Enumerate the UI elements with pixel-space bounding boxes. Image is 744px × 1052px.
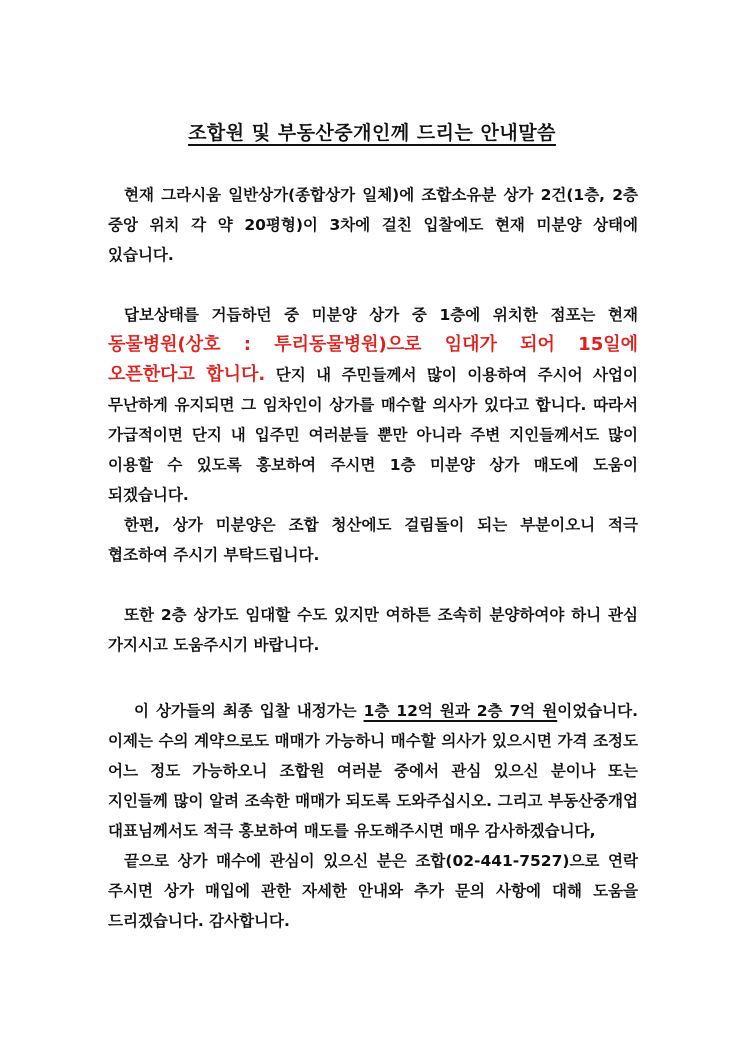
document-title [0, 118, 744, 145]
paragraph-cooperation-request: 한편, 상가 미분양은 조합 청산에도 걸림돌이 되는 부분이오니 적극 협조하여 주시기 부탁드립니다. [108, 516, 638, 564]
paragraph-reserve-price-intro: 이 상가들의 최종 입찰 내정가는 [134, 702, 364, 720]
title-text: 조합원 및 부동산중개인께 드리는 안내말씀 [188, 122, 556, 144]
paragraph-contact-info: 끝으로 상가 매수에 관심이 있으신 분은 조합(02-441-7527)으로 연락 주시면 상가 매입에 관한 자세한 안내와 추가 문의 사항에 대해 도움을 드리겠습니다. 감사합니다. [108, 852, 638, 930]
paragraph-animal-hospital-intro: 답보상태를 거듭하던 중 미분양 상가 중 1층에 위치한 점포는 현재 [124, 306, 638, 324]
paragraph-second-floor: 또한 2층 상가도 임대할 수도 있지만 여하튼 조속히 분양하여야 하니 관심 가지시고 도움주시기 바랍니다. [108, 606, 638, 654]
underlined-reserve-prices: 1층 12억 원과 2층 7억 원 [363, 702, 558, 720]
document-body [108, 180, 638, 936]
highlight-hospital-opening: 동물병원(상호 : 투리동물병원)으로 임대가 되어 15일에 오픈한다고 합니다. [108, 334, 638, 385]
paragraph-animal-hospital [108, 300, 638, 510]
paragraph-animal-hospital-rest: 단지 내 주민들께서 많이 이용하여 주시어 사업이 무난하게 유지되면 그 임차인이 상가를 매수할 의사가 있다고 합니다. 따라서 가급적이면 단지 내 입주민 여러분들 뿐만 아니라 주변 지인들께서도 많이 이용할 수 있도록 홍보하여 주시면 1층 미분양 상가 매도에 도움이 되겠습니다. [108, 366, 638, 504]
paragraph-unsold-status: 현재 그라시움 일반상가(종합상가 일체)에 조합소유분 상가 2건(1층, 2층 중앙 위치 각 약 20평형)이 3차에 걸친 입찰에도 현재 미분양 상태에 있습니다. [108, 186, 638, 264]
paragraph-reserve-price-rest: 이었습니다. 이제는 수의 계약으로도 매매가 가능하니 매수할 의사가 있으시면 가격 조정도 어느 정도 가능하오니 조합원 여러분 중에서 관심 있으신 분이나 또는 지인들께 많이 알려 조속한 매매가 되도록 도와주십시오. 그리고 부동산중개업 대표님께서도 적극 홍보하여 매도를 유도해주시면 매우 감사하겠습니다, [108, 702, 638, 840]
paragraph-reserve-price [108, 696, 638, 846]
